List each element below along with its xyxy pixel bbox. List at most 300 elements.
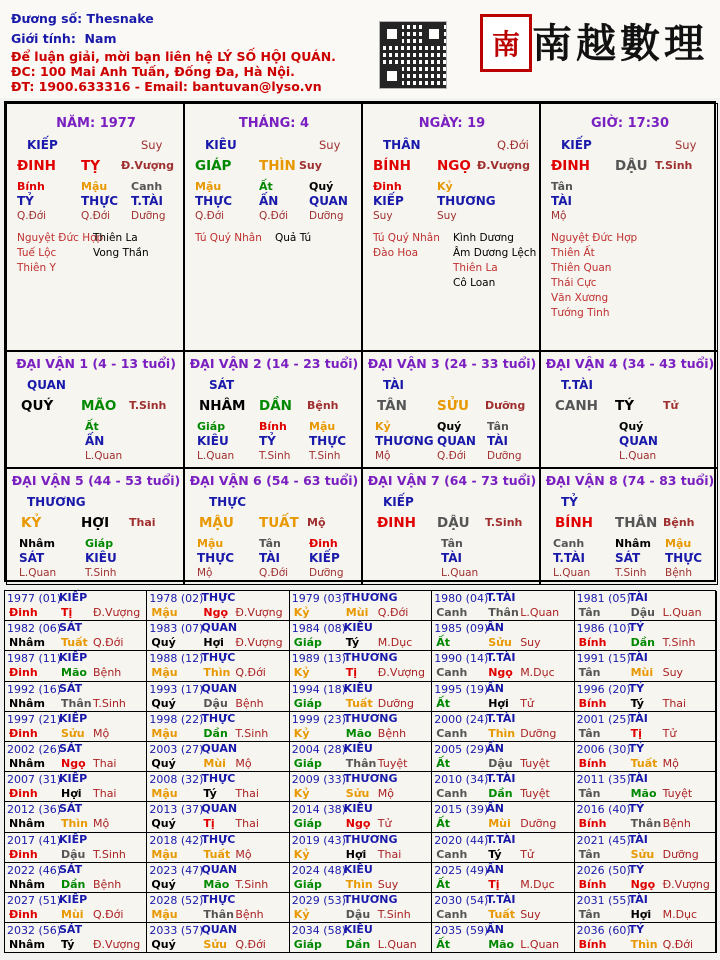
dai-van-title: ĐẠI VẬN 2 (14 - 23 tuổi) bbox=[189, 356, 359, 371]
year-cell[interactable] bbox=[290, 651, 432, 681]
dai-van-hidden-stem: Đinh bbox=[309, 537, 338, 550]
year-state: T.Sinh bbox=[93, 847, 126, 861]
qr-code[interactable] bbox=[379, 21, 447, 89]
dai-van-hidden-god: THỰC bbox=[665, 551, 703, 565]
year-chi: Sửu bbox=[203, 938, 227, 952]
year-cell[interactable] bbox=[432, 621, 574, 651]
shen-sha-star: Tướng Tinh bbox=[551, 307, 610, 319]
dai-van-state: Mộ bbox=[307, 516, 326, 529]
year-label: 2015 (39) bbox=[434, 803, 489, 817]
year-cell[interactable] bbox=[5, 712, 147, 742]
year-state: Bệnh bbox=[93, 877, 122, 891]
pillar-chi-state: Đ.Vượng bbox=[477, 159, 531, 172]
year-chi: Thìn bbox=[630, 938, 658, 952]
year-god: THƯƠNG bbox=[343, 772, 398, 786]
year-state: M.Dục bbox=[662, 908, 698, 921]
hidden-state: Mộ bbox=[551, 210, 567, 222]
year-cell[interactable] bbox=[290, 772, 432, 802]
shen-sha-star: Quả Tú bbox=[275, 232, 312, 244]
year-cell[interactable] bbox=[575, 591, 717, 621]
year-cell[interactable] bbox=[432, 863, 574, 893]
year-label: 1995 (19) bbox=[434, 682, 489, 696]
dai-van-hidden-god: TÀI bbox=[259, 551, 281, 565]
year-cell[interactable] bbox=[5, 742, 147, 772]
year-cell[interactable] bbox=[290, 621, 432, 651]
year-cell[interactable] bbox=[5, 893, 147, 923]
year-god: THƯƠNG bbox=[343, 651, 398, 665]
dai-van-hidden-stem: Nhâm bbox=[615, 537, 651, 550]
year-god: THỰC bbox=[201, 772, 236, 786]
year-label: 1993 (17) bbox=[149, 682, 204, 696]
year-cell[interactable] bbox=[290, 591, 432, 621]
year-cell[interactable] bbox=[575, 802, 717, 832]
year-chi: Sửu bbox=[630, 847, 655, 861]
shen-sha-star: Âm Dương Lệch bbox=[453, 247, 537, 259]
year-chi: Tuất bbox=[630, 757, 658, 770]
year-can: Ất bbox=[436, 877, 450, 891]
year-god: ẤN bbox=[486, 681, 504, 695]
year-god: ẤN bbox=[486, 923, 504, 937]
hidden-god: THỰC bbox=[195, 194, 233, 208]
year-cell[interactable] bbox=[290, 833, 432, 863]
year-cell[interactable] bbox=[575, 682, 717, 712]
year-can: Canh bbox=[436, 606, 468, 619]
year-label: 2022 (46) bbox=[7, 863, 62, 877]
dai-van-title: ĐẠI VẬN 7 (64 - 73 tuổi) bbox=[367, 473, 537, 488]
pillar-chi-state: Suy bbox=[299, 159, 322, 172]
year-chi: Tị bbox=[203, 817, 215, 831]
year-label: 2020 (44) bbox=[434, 833, 489, 847]
dai-van-hidden-state: L.Quan bbox=[19, 567, 57, 579]
year-can: Bính bbox=[578, 817, 607, 831]
year-god: TỶ bbox=[628, 621, 645, 635]
year-state: Q.Đới bbox=[93, 908, 124, 921]
dai-van-hidden-god: KIÊU bbox=[85, 551, 117, 565]
year-cell[interactable] bbox=[432, 591, 574, 621]
year-god: TÀI bbox=[628, 893, 648, 906]
year-cell[interactable] bbox=[432, 742, 574, 772]
year-god: SÁT bbox=[59, 742, 83, 755]
year-state: Thai bbox=[235, 787, 259, 801]
owner-row bbox=[11, 11, 154, 26]
header bbox=[0, 0, 720, 98]
dai-van-can: NHÂM bbox=[199, 398, 246, 414]
year-label: 1990 (14) bbox=[434, 652, 489, 666]
year-god: KIẾP bbox=[59, 893, 88, 906]
year-god: TỶ bbox=[628, 681, 645, 695]
year-label: 2009 (33) bbox=[291, 773, 346, 787]
year-cell[interactable] bbox=[575, 712, 717, 742]
shen-sha-star: Kình Dương bbox=[453, 232, 514, 244]
year-state: Thai bbox=[377, 847, 402, 861]
year-cell[interactable] bbox=[575, 833, 717, 863]
dai-van-hidden-stem: Nhâm bbox=[19, 537, 55, 550]
pillar-chi-state: Đ.Vượng bbox=[121, 159, 175, 172]
dai-van-hidden-state: Bệnh bbox=[665, 567, 692, 579]
year-label: 1994 (18) bbox=[291, 682, 346, 696]
year-state: Đ.Vượng bbox=[377, 666, 425, 680]
year-chi: Thìn bbox=[61, 817, 88, 831]
year-cell[interactable] bbox=[432, 893, 574, 923]
year-god: KIÊU bbox=[343, 681, 373, 695]
dai-van-title: ĐẠI VẬN 5 (44 - 53 tuổi) bbox=[11, 473, 181, 488]
year-label: 2023 (47) bbox=[149, 863, 204, 877]
dai-van-state: T.Sinh bbox=[129, 399, 167, 412]
year-can: Ất bbox=[436, 938, 450, 952]
year-chi: Mùi bbox=[203, 757, 226, 770]
hidden-state: Dưỡng bbox=[131, 210, 166, 222]
year-chi: Ngọ bbox=[345, 817, 371, 831]
year-label: 1988 (12) bbox=[149, 652, 204, 666]
year-label: 2017 (41) bbox=[7, 833, 62, 847]
hidden-state: Q.Đới bbox=[259, 210, 289, 222]
year-can: Giáp bbox=[293, 636, 322, 650]
year-can: Ất bbox=[436, 696, 450, 710]
hidden-god: TÀI bbox=[551, 194, 573, 208]
year-cell[interactable] bbox=[290, 893, 432, 923]
year-label: 1989 (13) bbox=[291, 652, 346, 666]
year-cell[interactable] bbox=[432, 923, 574, 953]
year-state: T.Sinh bbox=[235, 726, 269, 740]
year-god: TÀI bbox=[628, 832, 648, 846]
dai-van-hidden-stem: Tân bbox=[487, 420, 509, 433]
year-chi: Thân bbox=[630, 817, 662, 831]
year-cell[interactable] bbox=[147, 863, 289, 893]
owner-value: Thesnake bbox=[86, 11, 154, 26]
year-god: TÀI bbox=[628, 591, 648, 604]
year-state: L.Quan bbox=[520, 606, 560, 619]
year-cell[interactable] bbox=[575, 621, 717, 651]
year-can: Mậu bbox=[151, 606, 178, 619]
year-state: T.Sinh bbox=[93, 696, 126, 710]
year-cell[interactable] bbox=[147, 833, 289, 863]
year-cell[interactable] bbox=[575, 923, 717, 953]
year-god: ẤN bbox=[486, 862, 504, 876]
year-can: Kỷ bbox=[293, 908, 310, 921]
year-can: Đinh bbox=[9, 847, 38, 861]
dai-van-hidden-stem: Quý bbox=[437, 420, 462, 433]
year-can: Mậu bbox=[151, 847, 178, 861]
dai-van-hidden-stem: Tân bbox=[441, 537, 463, 550]
year-cell[interactable] bbox=[5, 833, 147, 863]
dai-van-hidden-god: TỶ bbox=[259, 434, 276, 448]
year-cell[interactable] bbox=[5, 772, 147, 802]
year-state: Dưỡng bbox=[520, 726, 557, 740]
year-cell[interactable] bbox=[432, 682, 574, 712]
year-cell[interactable] bbox=[575, 772, 717, 802]
year-god: T.TÀI bbox=[486, 591, 516, 604]
dai-van-hidden-stem: Ất bbox=[85, 420, 99, 433]
dai-van-hidden-state: Dưỡng bbox=[309, 567, 344, 579]
dai-van-chi: HỢI bbox=[81, 515, 110, 531]
year-cell[interactable] bbox=[575, 893, 717, 923]
year-cell[interactable] bbox=[5, 591, 147, 621]
year-label: 2013 (37) bbox=[149, 803, 204, 817]
year-can: Kỷ bbox=[293, 606, 310, 619]
year-label: 1982 (06) bbox=[7, 622, 62, 636]
hidden-state: Q.Đới bbox=[195, 210, 225, 222]
dai-van-hidden-stem: Mậu bbox=[197, 537, 224, 550]
year-can: Tân bbox=[578, 666, 601, 680]
year-cell[interactable] bbox=[147, 651, 289, 681]
pillar-chi: DẬU bbox=[615, 158, 648, 174]
year-cell[interactable] bbox=[147, 772, 289, 802]
year-chi: Dần bbox=[630, 636, 655, 650]
dai-van-hidden-state: Mộ bbox=[197, 567, 213, 579]
year-label: 2028 (52) bbox=[149, 894, 204, 907]
logo: 南越數理 bbox=[532, 20, 708, 67]
year-state: Dưỡng bbox=[377, 696, 414, 710]
dai-van-hidden-god: THƯƠNG bbox=[375, 434, 434, 448]
dai-van-chi: DẬU bbox=[437, 515, 470, 531]
year-chi: Hợi bbox=[488, 696, 509, 710]
pillar-state: Suy bbox=[675, 138, 697, 152]
year-label: 1979 (03) bbox=[291, 592, 346, 605]
year-can: Quý bbox=[151, 938, 176, 952]
year-state: Tử bbox=[377, 817, 392, 831]
bazi-chart bbox=[4, 101, 716, 582]
year-god: TÀI bbox=[628, 772, 648, 786]
year-state: Q.Đới bbox=[235, 666, 266, 680]
dai-van-hidden-stem: Bính bbox=[259, 420, 287, 433]
year-chi: Mùi bbox=[61, 908, 84, 921]
dai-van-hidden-god: KIẾP bbox=[309, 551, 340, 565]
logo-seal-text: 南 bbox=[491, 28, 520, 61]
year-can: Canh bbox=[436, 726, 468, 740]
year-chi: Thìn bbox=[203, 666, 231, 680]
year-state: Mộ bbox=[93, 726, 110, 740]
year-chi: Tuất bbox=[61, 636, 88, 650]
year-can: Kỷ bbox=[293, 666, 310, 680]
year-cell[interactable] bbox=[575, 651, 717, 681]
year-chi: Mão bbox=[345, 726, 372, 740]
year-label: 2004 (28) bbox=[291, 743, 346, 756]
year-label: 2031 (55) bbox=[576, 894, 631, 907]
year-god: QUAN bbox=[201, 742, 238, 755]
year-god: KIẾP bbox=[59, 772, 88, 786]
owner-label: Đương số: bbox=[11, 11, 83, 26]
dai-van-can: KỶ bbox=[21, 515, 42, 531]
year-can: Đinh bbox=[9, 666, 38, 680]
year-chi: Thân bbox=[488, 606, 519, 619]
dai-van-hidden-state: T.Sinh bbox=[615, 567, 647, 579]
year-label: 2008 (32) bbox=[149, 773, 204, 787]
dai-van-state: T.Sinh bbox=[485, 516, 523, 529]
year-cell[interactable] bbox=[290, 712, 432, 742]
year-chi: Tuất bbox=[345, 696, 373, 710]
dai-van-chi: TUẤT bbox=[259, 515, 299, 531]
year-label: 1987 (11) bbox=[7, 652, 62, 666]
year-cell[interactable] bbox=[5, 682, 147, 712]
pillar-2 bbox=[184, 103, 362, 351]
year-cell[interactable] bbox=[147, 621, 289, 651]
dai-van-hidden-state: L.Quan bbox=[85, 450, 123, 462]
year-can: Canh bbox=[436, 847, 468, 861]
year-chi: Mão bbox=[630, 787, 657, 801]
year-state: Mộ bbox=[93, 817, 110, 831]
year-god: QUAN bbox=[201, 621, 238, 635]
year-cell[interactable] bbox=[5, 621, 147, 651]
year-god: KIẾP bbox=[59, 591, 88, 604]
year-god: SÁT bbox=[59, 862, 83, 876]
dai-van-hidden-stem: Mậu bbox=[309, 420, 336, 433]
year-can: Mậu bbox=[151, 908, 178, 921]
dai-van-hidden-state: Dưỡng bbox=[487, 450, 522, 462]
year-state: Dưỡng bbox=[662, 847, 699, 861]
year-cell[interactable] bbox=[432, 802, 574, 832]
year-label: 2014 (38) bbox=[291, 803, 346, 817]
year-cell[interactable] bbox=[5, 651, 147, 681]
year-can: Tân bbox=[578, 606, 601, 619]
year-chi: Thìn bbox=[345, 877, 373, 891]
year-cell[interactable] bbox=[432, 833, 574, 863]
shen-sha-star: Vong Thần bbox=[93, 247, 149, 259]
year-god: THƯƠNG bbox=[343, 832, 398, 846]
year-state: M.Dục bbox=[520, 877, 555, 891]
year-god: TỶ bbox=[628, 742, 645, 755]
year-cell[interactable] bbox=[290, 742, 432, 772]
year-god: ẤN bbox=[486, 621, 504, 635]
dai-van-can: MẬU bbox=[199, 515, 234, 531]
hidden-state: Suy bbox=[437, 210, 457, 222]
year-label: 2012 (36) bbox=[7, 803, 62, 817]
year-cell[interactable] bbox=[575, 742, 717, 772]
dai-van-chi: DẦN bbox=[259, 398, 292, 414]
year-label: 1984 (08) bbox=[291, 622, 346, 636]
hidden-god: T.TÀI bbox=[131, 194, 163, 208]
hidden-god: KIẾP bbox=[373, 194, 404, 208]
year-god: THỰC bbox=[201, 711, 236, 725]
year-label: 2036 (60) bbox=[576, 924, 631, 938]
year-can: Tân bbox=[578, 847, 601, 861]
hidden-stem: Tân bbox=[551, 180, 573, 193]
year-cell[interactable] bbox=[432, 772, 574, 802]
hidden-stem: Mậu bbox=[81, 180, 108, 193]
year-cell[interactable] bbox=[432, 651, 574, 681]
year-state: Đ.Vượng bbox=[662, 877, 710, 891]
year-state: Thai bbox=[93, 757, 117, 770]
year-can: Kỷ bbox=[293, 787, 310, 801]
year-state: Mộ bbox=[235, 847, 252, 861]
year-state: Đ.Vượng bbox=[93, 938, 141, 952]
dai-van-hidden-state: T.Sinh bbox=[309, 450, 341, 462]
dai-van-3 bbox=[362, 351, 540, 468]
year-label: 2003 (27) bbox=[149, 743, 204, 756]
year-label: 2011 (35) bbox=[576, 773, 631, 787]
year-state: Mộ bbox=[377, 787, 395, 801]
hidden-stem: Đinh bbox=[373, 180, 402, 193]
year-cell[interactable] bbox=[147, 893, 289, 923]
year-state: Q.Đới bbox=[662, 938, 694, 952]
year-chi: Dậu bbox=[203, 696, 228, 710]
hidden-state: Q.Đới bbox=[17, 210, 47, 222]
shen-sha-star: Văn Xương bbox=[551, 292, 609, 304]
year-chi: Tị bbox=[61, 606, 73, 619]
year-state: Bệnh bbox=[93, 666, 122, 680]
year-cell[interactable] bbox=[290, 863, 432, 893]
year-god: TÀI bbox=[628, 711, 648, 725]
year-cell[interactable] bbox=[147, 682, 289, 712]
shen-sha-star: Tú Quý Nhân bbox=[373, 232, 440, 244]
year-can: Nhâm bbox=[9, 696, 45, 710]
pillar-state: Q.Đới bbox=[497, 138, 529, 152]
year-god: THỰC bbox=[201, 591, 236, 604]
year-chi: Mão bbox=[61, 666, 87, 680]
pillar-title: GIỜ: 17:30 bbox=[591, 116, 669, 131]
year-god: T.TÀI bbox=[486, 651, 516, 665]
dai-van-hidden-stem: Giáp bbox=[85, 537, 114, 550]
year-chi: Sửu bbox=[488, 636, 512, 650]
year-cell[interactable] bbox=[575, 863, 717, 893]
year-chi: Dậu bbox=[345, 908, 371, 921]
year-can: Đinh bbox=[9, 908, 38, 921]
year-chi: Thìn bbox=[488, 726, 516, 740]
pillar-god: KIẾP bbox=[561, 138, 592, 152]
dai-van-hidden-state: Q.Đới bbox=[259, 567, 289, 579]
year-state: Q.Đới bbox=[93, 636, 124, 650]
dai-van-hidden-stem: Kỷ bbox=[375, 420, 391, 433]
year-label: 2001 (25) bbox=[576, 712, 631, 726]
pillar-god: KIẾP bbox=[27, 138, 58, 152]
year-can: Ất bbox=[436, 817, 450, 831]
year-cell[interactable] bbox=[147, 802, 289, 832]
year-chi: Hợi bbox=[203, 636, 224, 650]
year-cell[interactable] bbox=[290, 923, 432, 953]
year-label: 1998 (22) bbox=[149, 712, 204, 726]
shen-sha-star: Thái Cực bbox=[551, 277, 597, 289]
year-cell[interactable] bbox=[147, 742, 289, 772]
hidden-state: Suy bbox=[373, 210, 393, 222]
year-label: 1983 (07) bbox=[149, 622, 204, 636]
pillar-chi-state: T.Sinh bbox=[655, 159, 693, 172]
shen-sha-star: Nguyệt Đức Hợp bbox=[17, 232, 104, 244]
dai-van-hidden-state: Mộ bbox=[375, 450, 391, 462]
year-cell[interactable] bbox=[147, 712, 289, 742]
year-cell[interactable] bbox=[290, 682, 432, 712]
dai-van-chi: TÝ bbox=[615, 398, 634, 414]
year-label: 2019 (43) bbox=[291, 833, 346, 847]
hidden-god: THƯƠNG bbox=[437, 194, 496, 208]
dai-van-2 bbox=[184, 351, 362, 468]
year-label: 1996 (20) bbox=[576, 682, 631, 696]
year-state: Thai bbox=[93, 787, 117, 801]
dai-van-chi: THÂN bbox=[615, 515, 658, 531]
year-cell[interactable] bbox=[147, 591, 289, 621]
year-god: KIÊU bbox=[343, 862, 373, 876]
year-chi: Tý bbox=[203, 787, 217, 801]
year-cell[interactable] bbox=[5, 863, 147, 893]
year-cell[interactable] bbox=[147, 923, 289, 953]
year-cell[interactable] bbox=[5, 923, 147, 953]
contact-phone-email[interactable]: ĐT: 1900.633316 - Email: bantuvan@lyso.vn bbox=[11, 79, 322, 94]
year-cell[interactable] bbox=[432, 712, 574, 742]
year-chi: Ngọ bbox=[203, 606, 229, 619]
year-chi: Dần bbox=[203, 726, 228, 740]
year-state: L.Quan bbox=[377, 938, 417, 952]
shen-sha-star: Thiên La bbox=[453, 262, 498, 274]
year-can: Quý bbox=[151, 696, 176, 710]
year-god: ẤN bbox=[486, 742, 504, 755]
dai-van-chi: SỬU bbox=[437, 398, 469, 414]
year-god: KIÊU bbox=[343, 621, 373, 635]
year-can: Tân bbox=[578, 908, 601, 921]
year-god: QUAN bbox=[201, 802, 238, 816]
year-cell[interactable] bbox=[5, 802, 147, 832]
year-cell[interactable] bbox=[290, 802, 432, 832]
dai-van-hidden-god: SÁT bbox=[615, 551, 641, 565]
dai-van-hidden-stem: Mậu bbox=[665, 537, 692, 550]
dai-van-can: CANH bbox=[555, 398, 598, 414]
